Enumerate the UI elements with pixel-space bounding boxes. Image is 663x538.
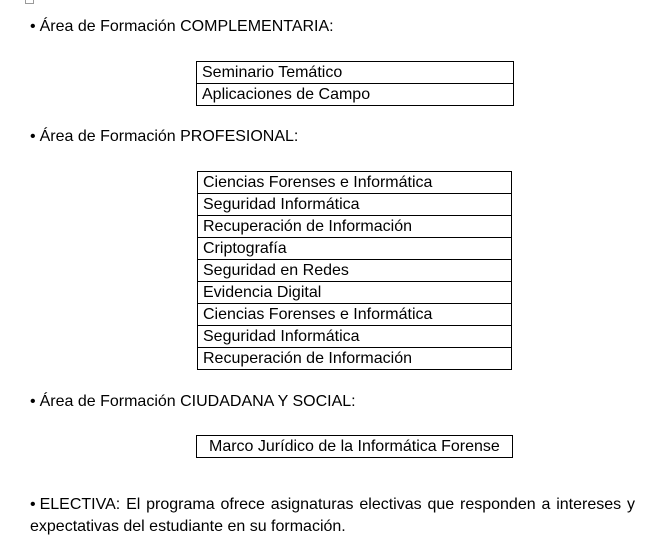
table-row xyxy=(197,62,514,84)
course-cell: Evidencia Digital xyxy=(198,282,512,304)
course-cell: Seguridad en Redes xyxy=(198,260,512,282)
table-ciudadana xyxy=(196,435,513,458)
course-cell: Aplicaciones de Campo xyxy=(197,84,514,106)
table-row xyxy=(198,282,512,304)
heading-profesional xyxy=(30,127,298,147)
course-cell: Recuperación de Información xyxy=(198,216,512,238)
course-cell: Recuperación de Información xyxy=(198,348,512,370)
table-row xyxy=(198,304,512,326)
course-cell: Seguridad Informática xyxy=(198,326,512,348)
course-cell: Marco Jurídico de la Informática Forense xyxy=(197,436,513,458)
table-row xyxy=(198,260,512,282)
electiva-paragraph xyxy=(30,494,635,538)
table-row xyxy=(197,436,513,458)
heading-ciudadana-text: Área de Formación CIUDADANA Y SOCIAL: xyxy=(39,393,356,410)
table-row xyxy=(198,326,512,348)
heading-complementaria xyxy=(30,17,334,37)
course-cell: Ciencias Forenses e Informática xyxy=(198,304,512,326)
course-cell: Seguridad Informática xyxy=(198,194,512,216)
table-profesional xyxy=(197,171,512,370)
heading-complementaria-text: Área de Formación COMPLEMENTARIA: xyxy=(39,18,334,35)
bullet: • xyxy=(30,128,36,145)
table-row xyxy=(198,238,512,260)
table-row xyxy=(198,194,512,216)
bullet: • xyxy=(30,393,36,410)
electiva-text: ELECTIVA: El programa ofrece asignaturas electivas que responden a intereses y expectativas del estudiante en su formación. xyxy=(30,496,635,535)
heading-ciudadana xyxy=(30,392,356,412)
bullet: • xyxy=(30,496,36,513)
table-row xyxy=(198,216,512,238)
table-row xyxy=(198,172,512,194)
table-row xyxy=(198,348,512,370)
text-boundary-mark xyxy=(25,0,34,4)
table-complementaria xyxy=(196,61,514,106)
table-row xyxy=(197,84,514,106)
heading-profesional-text: Área de Formación PROFESIONAL: xyxy=(39,128,299,145)
bullet: • xyxy=(30,18,36,35)
course-cell: Seminario Temático xyxy=(197,62,514,84)
course-cell: Criptografía xyxy=(198,238,512,260)
course-cell: Ciencias Forenses e Informática xyxy=(198,172,512,194)
